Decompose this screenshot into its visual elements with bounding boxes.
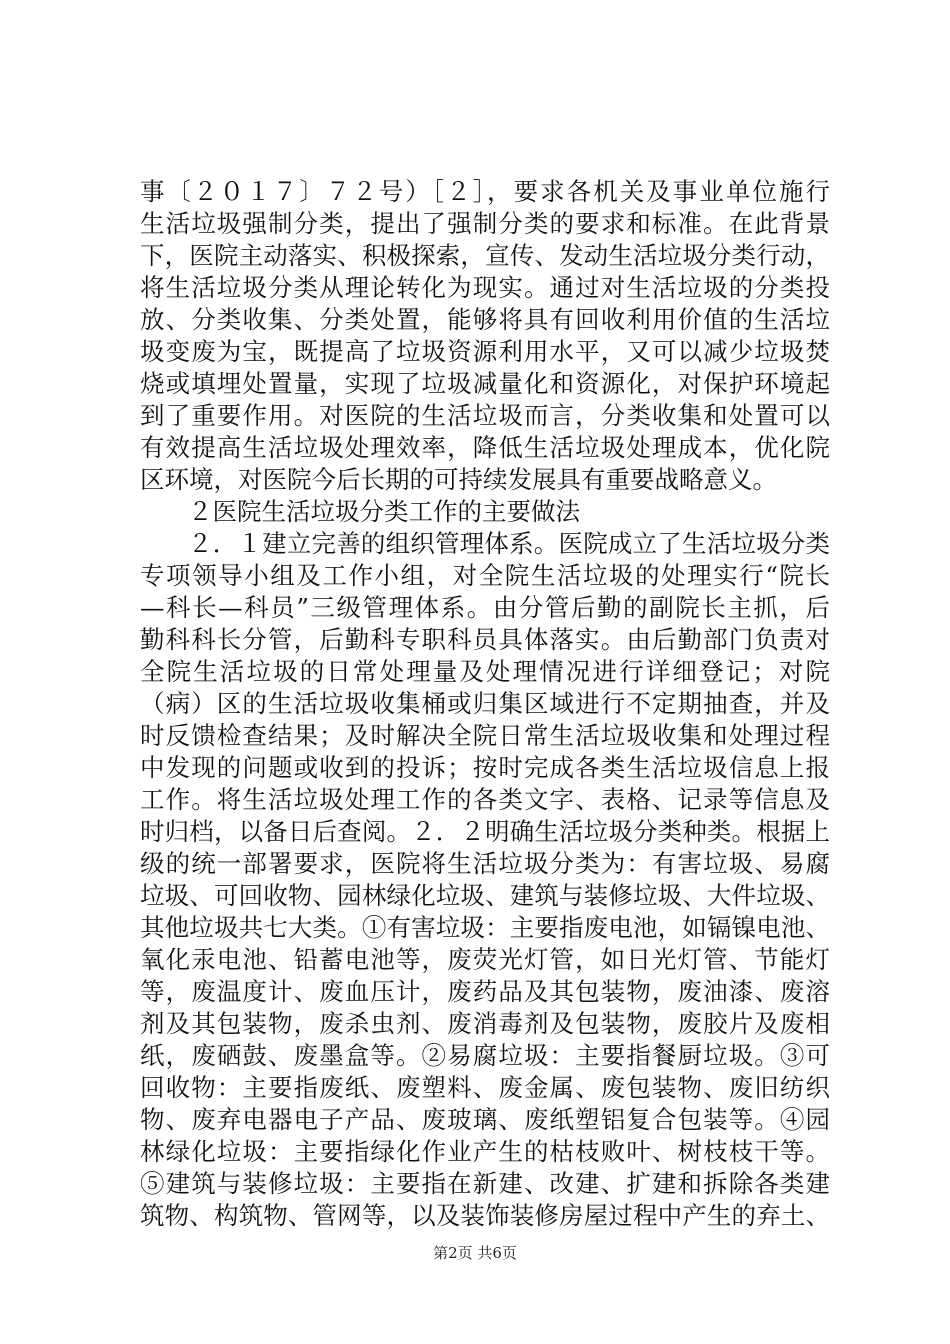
body-line: 中发现的问题或收到的投诉；按时完成各类生活垃圾信息上报 — [140, 753, 830, 782]
body-line: 专项领导小组及工作小组，对全院生活垃圾的处理实行“院长 — [140, 561, 830, 590]
body-line: 级的统一部署要求，医院将生活垃圾分类为：有害垃圾、易腐 — [140, 849, 830, 878]
body-line: ２．１建立完善的组织管理体系。医院成立了生活垃圾分类 — [188, 529, 830, 558]
body-line: 区环境，对医院今后长期的可持续发展具有重要战略意义。 — [140, 465, 777, 494]
body-line: 时归档，以备日后查阅。２．２明确生活垃圾分类种类。根据上 — [140, 817, 830, 846]
body-line: ⑤建筑与装修垃圾：主要指在新建、改建、扩建和拆除各类建 — [140, 1169, 830, 1198]
body-line: 林绿化垃圾：主要指绿化作业产生的枯枝败叶、树枝枝干等。 — [140, 1137, 830, 1166]
body-line: 全院生活垃圾的日常处理量及处理情况进行详细登记；对院 — [140, 657, 830, 686]
body-line: 工作。将生活垃圾处理工作的各类文字、表格、记录等信息及 — [140, 785, 830, 814]
body-line: 烧或填埋处置量，实现了垃圾减量化和资源化，对保护环境起 — [140, 369, 830, 398]
section-heading: ２医院生活垃圾分类工作的主要做法 — [188, 497, 580, 526]
body-line: 时反馈检查结果；及时解决全院日常生活垃圾收集和处理过程 — [140, 721, 830, 750]
body-line: 垃圾、可回收物、园林绿化垃圾、建筑与装修垃圾、大件垃圾、 — [140, 881, 830, 910]
body-line: —科长—科员”三级管理体系。由分管后勤的副院长主抓，后 — [140, 593, 830, 622]
body-line: 下，医院主动落实、积极探索，宣传、发动生活垃圾分类行动， — [140, 241, 830, 270]
body-line: 圾变废为宝，既提高了垃圾资源利用水平，又可以减少垃圾焚 — [140, 337, 830, 366]
body-line: 放、分类收集、分类处置，能够将具有回收利用价值的生活垃 — [140, 305, 830, 334]
body-line: 筑物、构筑物、管网等，以及装饰装修房屋过程中产生的弃土、 — [140, 1201, 830, 1230]
body-line: 物、废弃电器电子产品、废玻璃、废纸塑铝复合包装等。④园 — [140, 1105, 830, 1134]
body-line: 剂及其包装物，废杀虫剂、废消毒剂及包装物，废胶片及废相 — [140, 1009, 830, 1038]
body-line: 氧化汞电池、铅蓄电池等，废荧光灯管，如日光灯管、节能灯 — [140, 945, 830, 974]
page-number-footer: 第2页 共6页 — [433, 1244, 517, 1262]
body-line: 纸，废硒鼓、废墨盒等。②易腐垃圾：主要指餐厨垃圾。③可 — [140, 1041, 830, 1070]
body-line: 将生活垃圾分类从理论转化为现实。通过对生活垃圾的分类投 — [140, 273, 830, 302]
body-line: 事〔２０１７〕７２号）［２］，要求各机关及事业单位施行 — [140, 177, 830, 206]
body-line: 回收物：主要指废纸、废塑料、废金属、废包装物、废旧纺织 — [140, 1073, 830, 1102]
body-line: 其他垃圾共七大类。①有害垃圾：主要指废电池，如镉镍电池、 — [140, 913, 830, 942]
body-line: 到了重要作用。对医院的生活垃圾而言，分类收集和处置可以 — [140, 401, 830, 430]
body-line: （病）区的生活垃圾收集桶或归集区域进行不定期抽查，并及 — [140, 689, 830, 718]
body-line: 勤科科长分管，后勤科专职科员具体落实。由后勤部门负责对 — [140, 625, 830, 654]
body-line: 有效提高生活垃圾处理效率，降低生活垃圾处理成本，优化院 — [140, 433, 830, 462]
body-line: 等，废温度计、废血压计，废药品及其包装物，废油漆、废溶 — [140, 977, 830, 1006]
body-line: 生活垃圾强制分类，提出了强制分类的要求和标准。在此背景 — [140, 209, 830, 238]
